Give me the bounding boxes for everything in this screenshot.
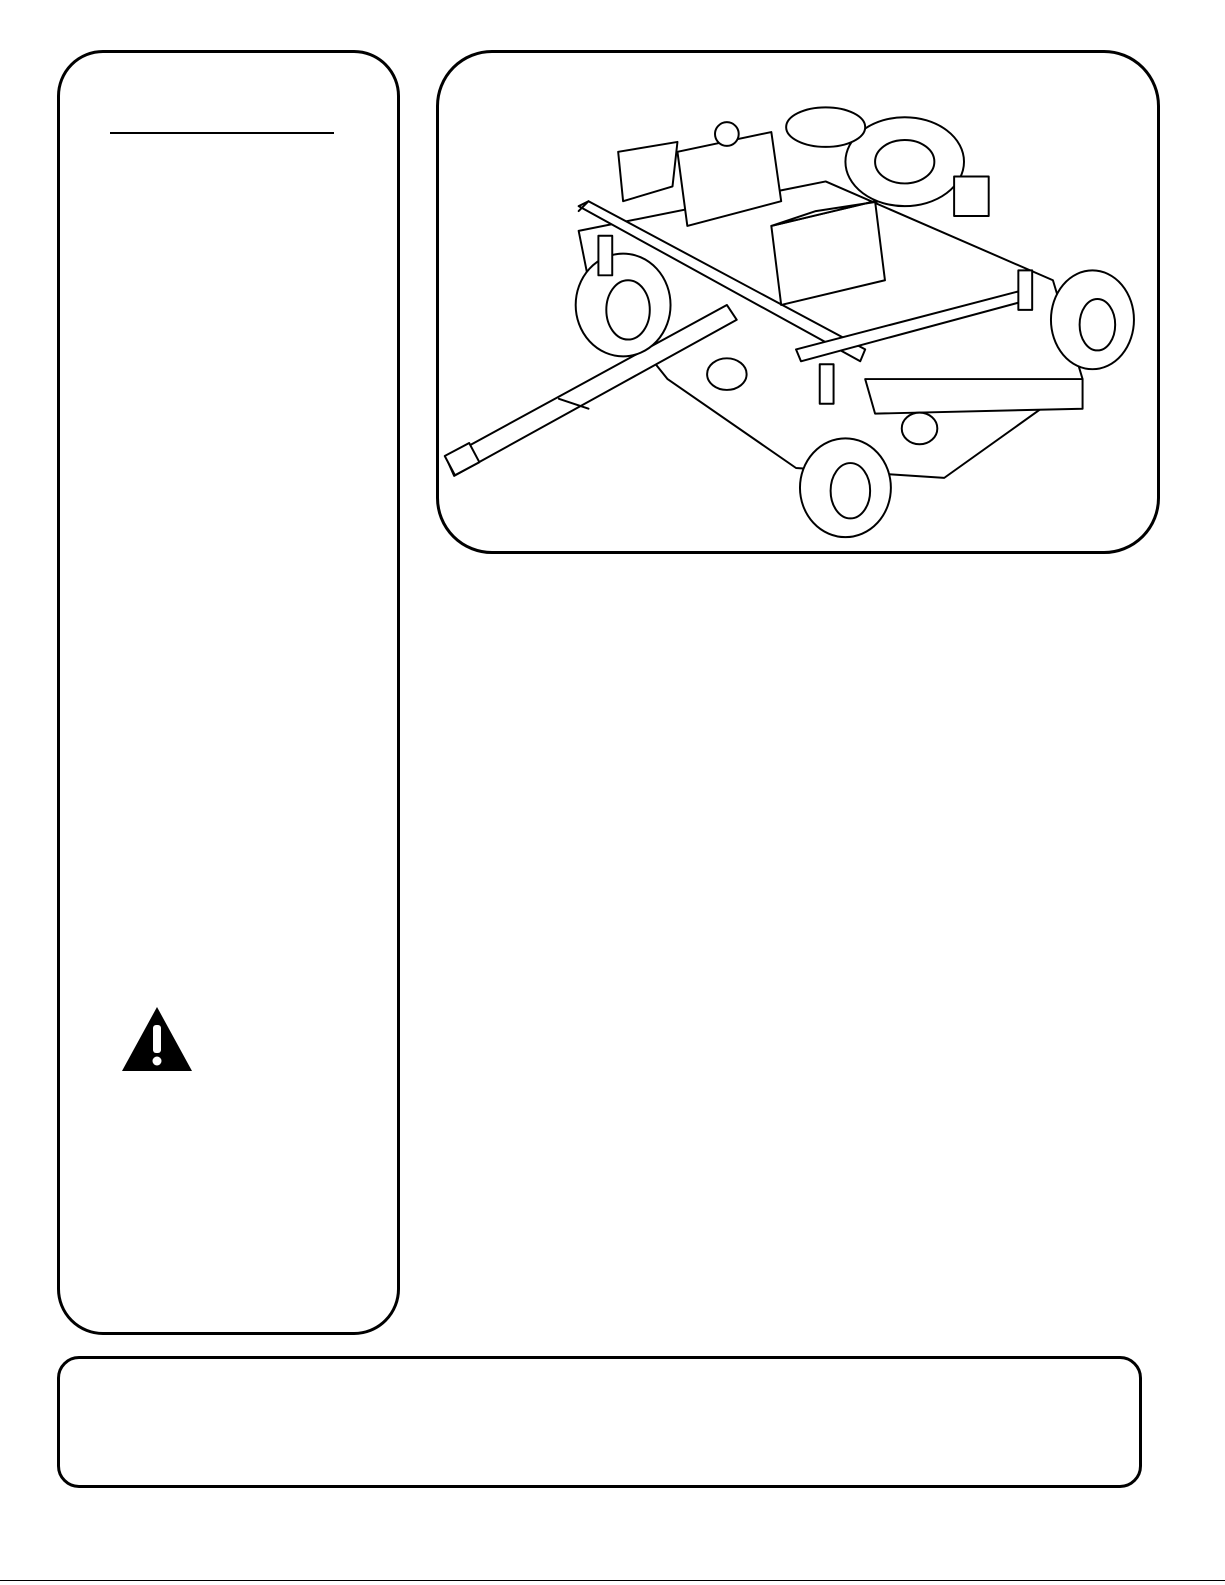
- rear-top-wheel: [786, 107, 865, 147]
- front-guard: [618, 142, 677, 201]
- sidebar-title-rule: [110, 132, 334, 134]
- bottom-notice-panel: [57, 1356, 1142, 1488]
- left-sidebar-panel: [57, 50, 400, 1335]
- page-bottom-rule: [0, 1580, 1225, 1581]
- product-illustration-panel: [436, 50, 1160, 554]
- warning-triangle-icon: [120, 1005, 194, 1073]
- caster-wheel: [902, 413, 938, 445]
- tow-behind-mower-illustration: [439, 53, 1157, 551]
- caster-wheel: [707, 358, 747, 390]
